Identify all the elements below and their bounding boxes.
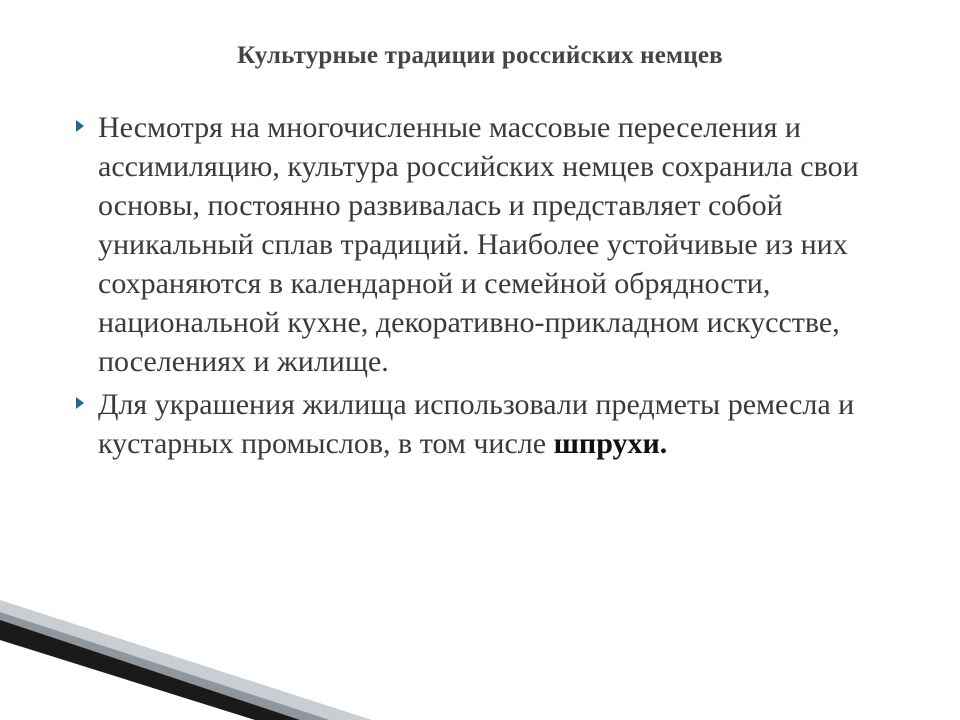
bullet-item bbox=[70, 108, 900, 381]
triangle-bullet-icon bbox=[76, 120, 84, 132]
bold-term: шпрухи. bbox=[553, 427, 668, 460]
bullet-text: Несмотря на многочисленные массовые переселения и ассимиляцию, культура российских немцев сохранила свои основы, постоянно развивалась и представляет собой уникальный сплав традиций. Наиболее устойчивые из них сохраняются в календарной и семейной обрядности, национальной кухне, декоративно-прикладном искусстве, поселениях и жилище. bbox=[98, 111, 859, 378]
bullet-text-container bbox=[98, 385, 900, 463]
swoosh-mid bbox=[0, 612, 330, 720]
swoosh-dark bbox=[0, 620, 300, 720]
bullet-list bbox=[70, 108, 900, 467]
triangle-bullet-icon bbox=[76, 397, 84, 409]
bullet-item bbox=[70, 385, 900, 463]
slide-title: Культурные традиции российских немцев bbox=[237, 42, 723, 69]
bullet-text: Для украшения жилища использовали предметы ремесла и кустарных промыслов, в том числе bbox=[98, 388, 855, 460]
swoosh-light bbox=[0, 600, 372, 720]
